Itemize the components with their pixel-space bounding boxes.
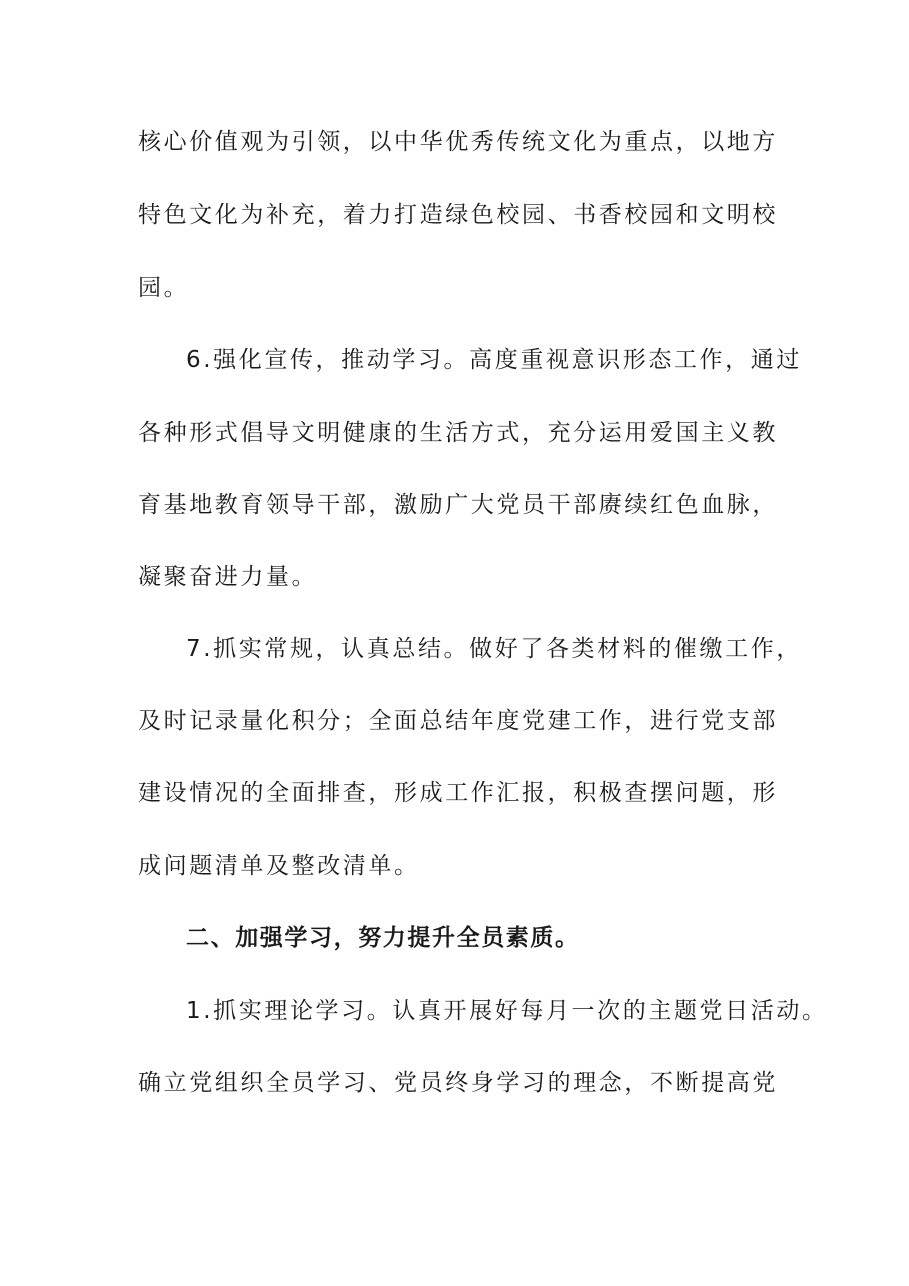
paragraph-line: 6.强化宣传，推动学习。高度重视意识形态工作，通过 [186, 347, 802, 373]
paragraph-line: 1.抓实理论学习。认真开展好每月一次的主题党日活动。 [186, 998, 828, 1024]
section-heading: 二、加强学习，努力提升全员素质。 [186, 925, 580, 951]
paragraph-line: 核心价值观为引领，以中华优秀传统文化为重点，以地方 [138, 129, 778, 155]
paragraph-line: 特色文化为补充，着力打造绿色校园、书香校园和文明校 [138, 202, 778, 228]
paragraph-line: 及时记录量化积分；全面总结年度党建工作，进行党支部 [138, 708, 778, 734]
paragraph-line: 园。 [138, 275, 190, 301]
paragraph-line: 凝聚奋进力量。 [138, 564, 318, 590]
paragraph-line: 7.抓实常规，认真总结。做好了各类材料的催缴工作， [186, 636, 802, 662]
paragraph-line: 确立党组织全员学习、党员终身学习的理念，不断提高党 [138, 1070, 778, 1096]
paragraph-line: 成问题清单及整改清单。 [138, 853, 420, 879]
paragraph-line: 建设情况的全面排查，形成工作汇报，积极查摆问题，形 [138, 780, 778, 806]
paragraph-line: 各种形式倡导文明健康的生活方式，充分运用爱国主义教 [138, 420, 778, 446]
paragraph-line: 育基地教育领导干部，激励广大党员干部赓续红色血脉， [138, 492, 778, 518]
